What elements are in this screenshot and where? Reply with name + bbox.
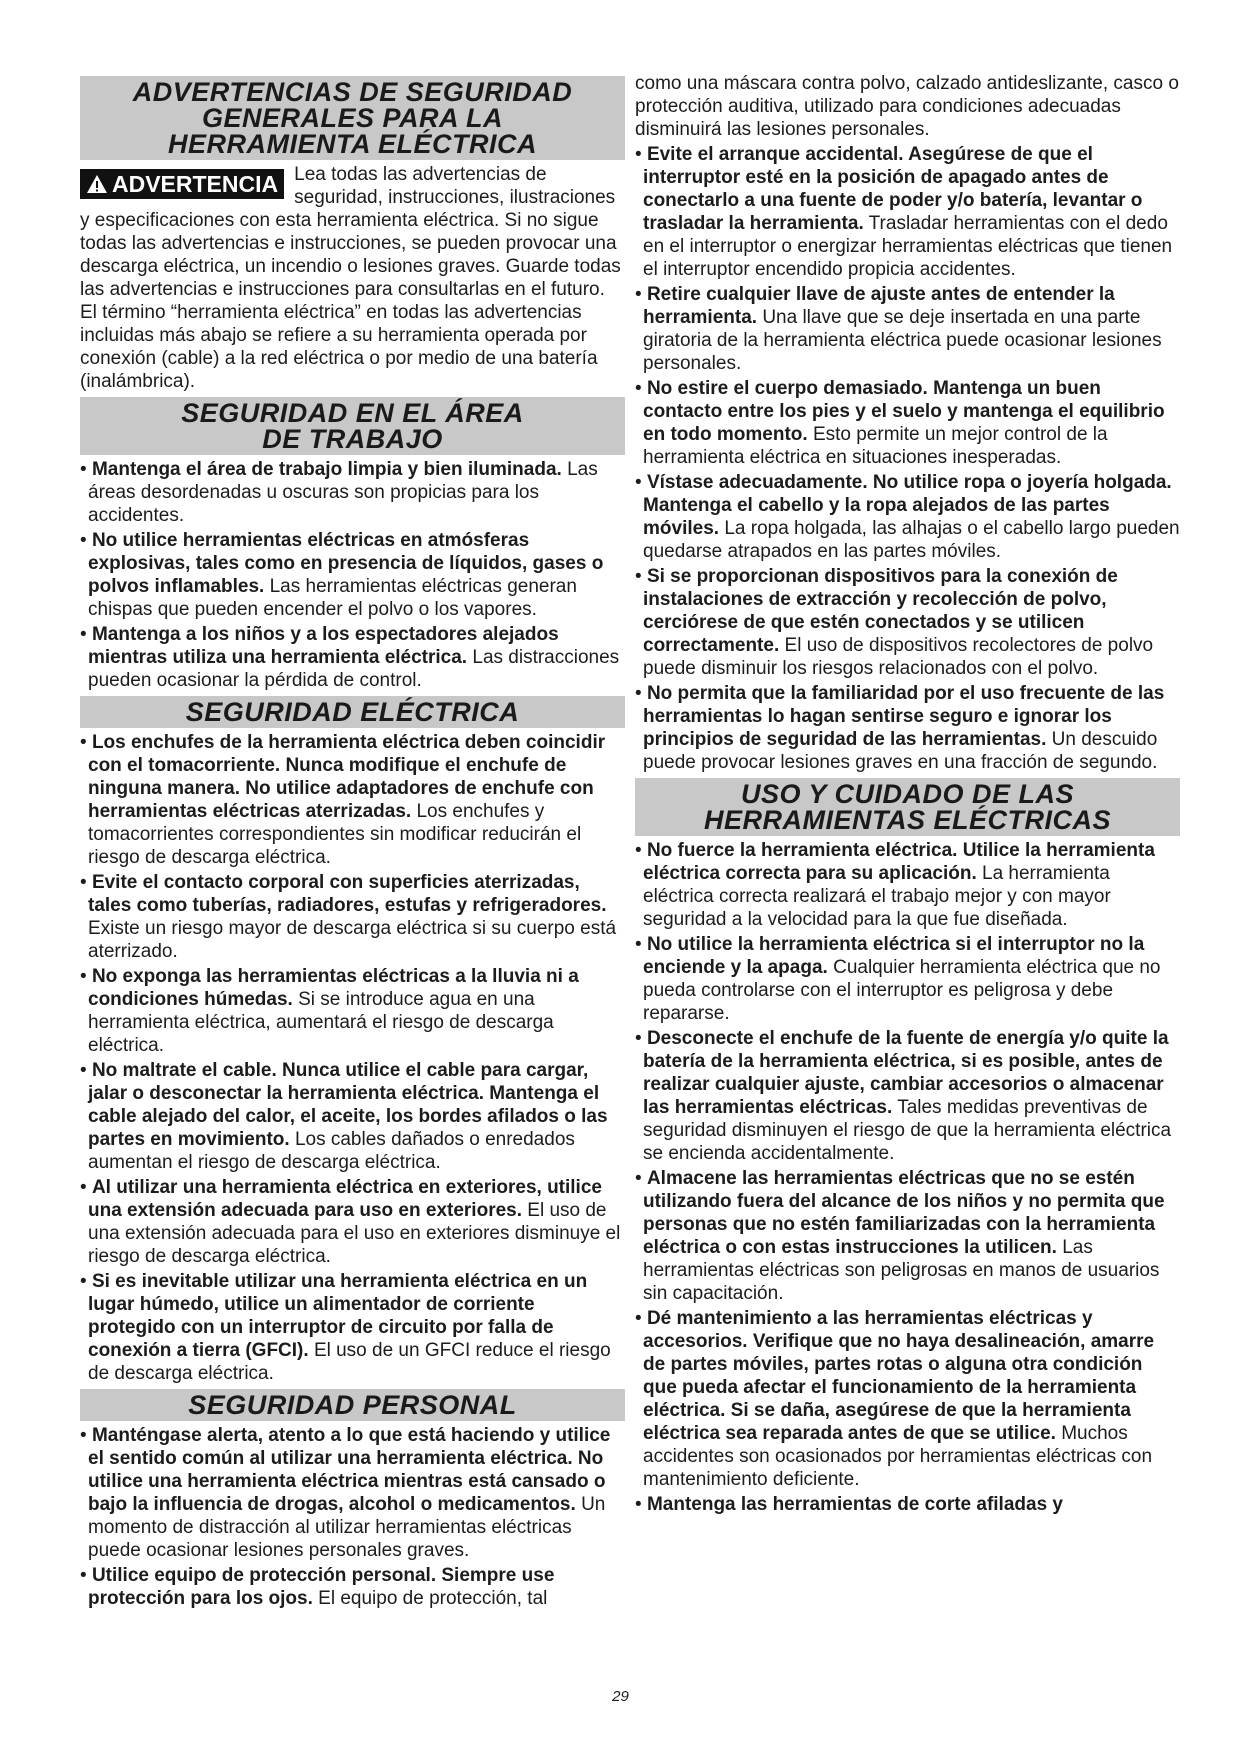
safety-item: • Retire cualquier llave de ajuste antes de entender la herramienta. Una llave que se deje insertada en una parte giratoria de la herramienta eléctrica puede ocasionar lesiones personales. [635, 284, 1162, 374]
safety-item: • Vístase adecuadamente. No utilice ropa o joyería holgada. Mantenga el cabello y la ropa alejados de las partes móviles. La ropa holgada, las alhajas o el cabello largo pueden quedarse atrapados en las partes móviles. [635, 472, 1180, 562]
item-text: Trasladar herramientas con el dedo en el interruptor o energizar herramientas eléctricas que tienen el interruptor encendido propicia accidentes. [643, 213, 1173, 280]
warning-badge [80, 169, 284, 199]
item-bold: Evite el arranque accidental. Asegúrese de que el interruptor esté en la posición de apagado antes de conectarlo a una fuente de poder y/o batería, levantar o trasladar la herramienta. [643, 144, 1143, 234]
safety-item: • Dé mantenimiento a las herramientas eléctricas y accesorios. Verifique que no haya desalineación, amarre de partes móviles, partes rotas o alguna otra condición que pueda afectar el funcionamiento de la herramienta eléctrica. Si se daña, asegúrese de que la herramienta eléctrica sea reparada antes de que se utilice. Muchos accidentes son ocasionados por herramientas eléctricas con mantenimiento deficiente. [635, 1308, 1155, 1490]
safety-item: • No exponga las herramientas eléctricas a la lluvia ni a condiciones húmedas. Si se introduce agua en una herramienta eléctrica, aumentará el riesgo de descarga eléctrica. [80, 966, 579, 1056]
safety-item: • Mantenga a los niños y a los espectadores alejados mientras utiliza una herramienta eléctrica. Las distracciones pueden ocasionar la pérdida de control. [80, 624, 620, 691]
item-text: Un momento de distracción al utilizar herramientas eléctricas puede ocasionar lesiones personales graves. [88, 1494, 606, 1561]
section-heading-personal [80, 1389, 625, 1421]
safety-item: • Evite el arranque accidental. Asegúrese de que el interruptor esté en la posición de apagado antes de conectarlo a una fuente de poder y/o batería, levantar o trasladar la herramienta. Trasladar herramientas con el dedo en el interruptor o energizar herramientas eléctricas que tienen el interruptor encendido propicia accidentes. [635, 144, 1173, 280]
safety-item: • Si es inevitable utilizar una herramienta eléctrica en un lugar húmedo, utilice un alimentador de corriente protegido con un interruptor de circuito por falla de conexión a tierra (GFCI). El uso de un GFCI reduce el riesgo de descarga eléctrica. [80, 1271, 611, 1384]
item-bold: Almacene las herramientas eléctricas que no se estén utilizando fuera del alcance de los niños y no permita que personas que no estén familiarizadas con la herramienta eléctrica o con estas instrucciones la utilicen. [643, 1168, 1165, 1258]
safety-item: • Utilice equipo de protección personal. Siempre use protección para los ojos. El equipo de protección, tal [80, 1565, 555, 1609]
heading-line: ADVERTENCIAS DE SEGURIDAD [132, 77, 573, 107]
item-text: Las herramientas eléctricas generan chispas que pueden encender el polvo o los vapores. [88, 576, 577, 620]
item-bold: Si es inevitable utilizar una herramienta eléctrica en un lugar húmedo, utilice un alimentador de corriente protegido con un interruptor de circuito por falla de conexión a tierra (GFCI). [88, 1271, 588, 1361]
item-bold: No permita que la familiaridad por el uso frecuente de las herramientas lo hagan sentirse seguro e ignorar los principios de seguridad de las herramientas. [643, 683, 1165, 750]
item-bold: No maltrate el cable. Nunca utilice el cable para cargar, jalar o desconectar la herramienta eléctrica. Mantenga el cable alejado del calor, el aceite, los bordes afilados o las partes en movimiento. [88, 1060, 608, 1150]
heading-line: DE TRABAJO [262, 424, 443, 454]
item-bold: Al utilizar una herramienta eléctrica en exteriores, utilice una extensión adecuada para uso en exteriores. [88, 1177, 602, 1221]
item-bold: Desconecte el enchufe de la fuente de energía y/o quite la batería de la herramienta eléctrica, si es posible, antes de realizar cualquier ajuste, cambiar accesorios o almacenar las herramientas eléctricas. [643, 1028, 1169, 1118]
section-heading-electrical [80, 696, 625, 728]
item-text: Esto permite un mejor control de la herramienta eléctrica en situaciones inesperadas. [643, 424, 1108, 468]
item-bold: No utilice herramientas eléctricas en atmósferas explosivas, tales como en presencia de líquidos, gases o polvos inflamables. [88, 530, 604, 597]
item-text: Las áreas desordenadas u oscuras son propicias para los accidentes. [88, 459, 598, 526]
item-text: Los enchufes y tomacorrientes correspondientes sin modificar reducirán el riesgo de descarga eléctrica. [88, 801, 582, 868]
item-text: El uso de una extensión adecuada para el uso en exteriores disminuye el riesgo de descarga eléctrica. [88, 1200, 621, 1267]
safety-item: • Almacene las herramientas eléctricas que no se estén utilizando fuera del alcance de los niños y no permita que personas que no estén familiarizadas con la herramienta eléctrica o con estas instrucciones la utilicen. Las herramientas eléctricas son peligrosas en manos de usuarios sin capacitación. [635, 1168, 1165, 1304]
warning-label: ADVERTENCIA [112, 171, 279, 197]
safety-item: • No maltrate el cable. Nunca utilice el cable para cargar, jalar o desconectar la herramienta eléctrica. Mantenga el cable alejado del calor, el aceite, los bordes afilados o las partes en movimiento. Los cables dañados o enredados aumentan el riesgo de descarga eléctrica. [80, 1060, 608, 1173]
safety-item: • Manténgase alerta, atento a lo que está haciendo y utilice el sentido común al utilizar una herramienta eléctrica. No utilice una herramienta eléctrica mientras está cansado o bajo la influencia de drogas, alcohol o medicamentos. Un momento de distracción al utilizar herramientas eléctricas puede ocasionar lesiones personales graves. [80, 1425, 611, 1561]
item-text: Un descuido puede provocar lesiones graves en una fracción de segundo. [643, 729, 1158, 773]
section-heading-general-warnings [80, 76, 625, 160]
page-number: 29 [612, 1688, 629, 1705]
safety-item: • Al utilizar una herramienta eléctrica en exteriores, utilice una extensión adecuada para uso en exteriores. El uso de una extensión adecuada para el uso en exteriores disminuye el riesgo de descarga eléctrica. [80, 1177, 621, 1267]
item-bold: Manténgase alerta, atento a lo que está haciendo y utilice el sentido común al utilizar una herramienta eléctrica. No utilice una herramienta eléctrica mientras está cansado o bajo la influencia de drogas, alcohol o medicamentos. [88, 1425, 611, 1515]
item-bold: Si se proporcionan dispositivos para la conexión de instalaciones de extracción y recolección de polvo, cerciórese de que estén conectados y se utilicen correctamente. [643, 566, 1118, 656]
item-bold: Vístase adecuadamente. No utilice ropa o joyería holgada. Mantenga el cabello y la ropa alejados de las partes móviles. [643, 472, 1172, 539]
item-text: La herramienta eléctrica correcta realizará el trabajo mejor y con mayor seguridad a la velocidad para la que fue diseñada. [643, 863, 1111, 930]
item-bold: No exponga las herramientas eléctricas a la lluvia ni a condiciones húmedas. [88, 966, 579, 1010]
item-text: Muchos accidentes son ocasionados por herramientas eléctricas con mantenimiento deficiente. [643, 1423, 1153, 1490]
item-bold: Los enchufes de la herramienta eléctrica deben coincidir con el tomacorriente. Nunca modifique el enchufe de ninguna manera. No utilice adaptadores de enchufe con herramientas eléctricas aterrizadas. [88, 732, 606, 822]
item-bold: Mantenga el área de trabajo limpia y bien iluminada. [91, 459, 562, 480]
item-text: Tales medidas preventivas de seguridad disminuyen el riesgo de que la herramienta eléctrica se encienda accidentalmente. [643, 1097, 1172, 1164]
item-text: Los cables dañados o enredados aumentan el riesgo de descarga eléctrica. [88, 1129, 575, 1173]
item-text: Las herramientas eléctricas son peligrosas en manos de usuarios sin capacitación. [643, 1237, 1160, 1304]
manual-page [80, 72, 1180, 1682]
safety-item: • No estire el cuerpo demasiado. Mantenga un buen contacto entre los pies y el suelo y mantenga el equilibrio en todo momento. Esto permite un mejor control de la herramienta eléctrica en situaciones inesperadas. [635, 378, 1165, 468]
heading-line: USO Y CUIDADO DE LAS [740, 779, 1075, 809]
safety-item: • Mantenga el área de trabajo limpia y bien iluminada. Las áreas desordenadas u oscuras son propicias para los accidentes. [80, 459, 598, 526]
item-text: Cualquier herramienta eléctrica que no pueda controlarse con el interruptor es peligrosa y debe repararse. [643, 957, 1161, 1024]
safety-item: • No fuerce la herramienta eléctrica. Utilice la herramienta eléctrica correcta para su aplicación. La herramienta eléctrica correcta realizará el trabajo mejor y con mayor seguridad a la velocidad para la que fue diseñada. [635, 840, 1155, 930]
general-warning-intro [80, 163, 625, 393]
intro-text: Lea todas las advertencias de seguridad, instrucciones, ilustraciones y especificaciones con esta herramienta eléctrica. Si no sigue todas las advertencias e instrucciones, se pueden provocar una descarga eléctrica, un incendio o lesiones graves. Guarde todas las advertencias e instrucciones para consultarlas en el futuro. El término “herramienta eléctrica” en todas las advertencias incluidas más abajo se refiere a su herramienta operada por conexión (cable) a la red eléctrica o por medio de una batería (inalámbrica). [80, 164, 621, 392]
item-text: El equipo de protección, tal [318, 1588, 548, 1609]
heading-line: SEGURIDAD EN EL ÁREA [181, 398, 524, 428]
item-text: Si se introduce agua en una herramienta eléctrica, aumentará el riesgo de descarga eléctrica. [88, 989, 554, 1056]
item-bold: Utilice equipo de protección personal. Siempre use protección para los ojos. [88, 1565, 555, 1609]
heading-line: HERRAMIENTA ELÉCTRICA [168, 129, 537, 159]
left-column [80, 72, 625, 1682]
safety-item: • Mantenga las herramientas de corte afiladas y [635, 1494, 1063, 1515]
right-column [635, 72, 1180, 1682]
safety-item: • Los enchufes de la herramienta eléctrica deben coincidir con el tomacorriente. Nunca modifique el enchufe de ninguna manera. No utilice adaptadores de enchufe con herramientas eléctricas aterrizadas. Los enchufes y tomacorrientes correspondientes sin modificar reducirán el riesgo de descarga eléctrica. [80, 732, 606, 868]
heading-line: GENERALES PARA LA [201, 103, 504, 133]
safety-item: • No utilice la herramienta eléctrica si el interruptor no la enciende y la apaga. Cualquier herramienta eléctrica que no pueda controlarse con el interruptor es peligrosa y debe repararse. [635, 934, 1161, 1024]
heading-line: SEGURIDAD ELÉCTRICA [185, 697, 520, 727]
item-text: El uso de dispositivos recolectores de polvo puede disminuir los riesgos relacionados con el polvo. [643, 635, 1154, 679]
item-text: Una llave que se deje insertada en una parte giratoria de la herramienta eléctrica puede ocasionar lesiones personales. [643, 307, 1162, 374]
section-heading-use-care [635, 778, 1180, 836]
item-bold: Retire cualquier llave de ajuste antes de entender la herramienta. [643, 284, 1115, 328]
item-bold: Dé mantenimiento a las herramientas eléctricas y accesorios. Verifique que no haya desalineación, amarre de partes móviles, partes rotas o alguna otra condición que pueda afectar el funcionamiento de la herramienta eléctrica. Si se daña, asegúrese de que la herramienta eléctrica sea reparada antes de que se utilice. [643, 1308, 1155, 1444]
item-text: El uso de un GFCI reduce el riesgo de descarga eléctrica. [88, 1340, 611, 1384]
item-text: Las distracciones pueden ocasionar la pérdida de control. [88, 647, 620, 691]
safety-item: • Evite el contacto corporal con superficies aterrizadas, tales como tuberías, radiadores, estufas y refrigeradores. Existe un riesgo mayor de descarga eléctrica si su cuerpo está aterrizado. [80, 872, 617, 962]
item-bold: Evite el contacto corporal con superficies aterrizadas, tales como tuberías, radiadores, estufas y refrigeradores. [88, 872, 607, 916]
item-bold: Mantenga las herramientas de corte afiladas y [646, 1494, 1063, 1515]
item-bold: No fuerce la herramienta eléctrica. Utilice la herramienta eléctrica correcta para su aplicación. [643, 840, 1155, 884]
safety-item: • Si se proporcionan dispositivos para la conexión de instalaciones de extracción y recolección de polvo, cerciórese de que estén conectados y se utilicen correctamente. El uso de dispositivos recolectores de polvo puede disminuir los riesgos relacionados con el polvo. [635, 566, 1154, 679]
continuation-text: como una máscara contra polvo, calzado antideslizante, casco o protección auditiva, utilizado para condiciones adecuadas disminuirá las lesiones personales. [635, 73, 1179, 140]
warning-triangle-icon [86, 174, 108, 194]
item-text: Existe un riesgo mayor de descarga eléctrica si su cuerpo está aterrizado. [88, 918, 617, 962]
heading-line: HERRAMIENTAS ELÉCTRICAS [703, 805, 1111, 835]
item-bold: Mantenga a los niños y a los espectadores alejados mientras utiliza una herramienta eléctrica. [88, 624, 559, 668]
safety-item: • Desconecte el enchufe de la fuente de energía y/o quite la batería de la herramienta eléctrica, si es posible, antes de realizar cualquier ajuste, cambiar accesorios o almacenar las herramientas eléctricas. Tales medidas preventivas de seguridad disminuyen el riesgo de que la herramienta eléctrica se encienda accidentalmente. [635, 1028, 1172, 1164]
safety-item: • No utilice herramientas eléctricas en atmósferas explosivas, tales como en presencia de líquidos, gases o polvos inflamables. Las herramientas eléctricas generan chispas que pueden encender el polvo o los vapores. [80, 530, 604, 620]
item-bold: No utilice la herramienta eléctrica si el interruptor no la enciende y la apaga. [643, 934, 1145, 978]
section-heading-work-area [80, 397, 625, 455]
item-text: La ropa holgada, las alhajas o el cabello largo pueden quedarse atrapados en las partes móviles. [643, 518, 1180, 562]
safety-item: • No permita que la familiaridad por el uso frecuente de las herramientas lo hagan sentirse seguro e ignorar los principios de seguridad de las herramientas. Un descuido puede provocar lesiones graves en una fracción de segundo. [635, 683, 1165, 773]
item-bold: No estire el cuerpo demasiado. Mantenga un buen contacto entre los pies y el suelo y mantenga el equilibrio en todo momento. [643, 378, 1165, 445]
heading-line: SEGURIDAD PERSONAL [188, 1390, 517, 1420]
